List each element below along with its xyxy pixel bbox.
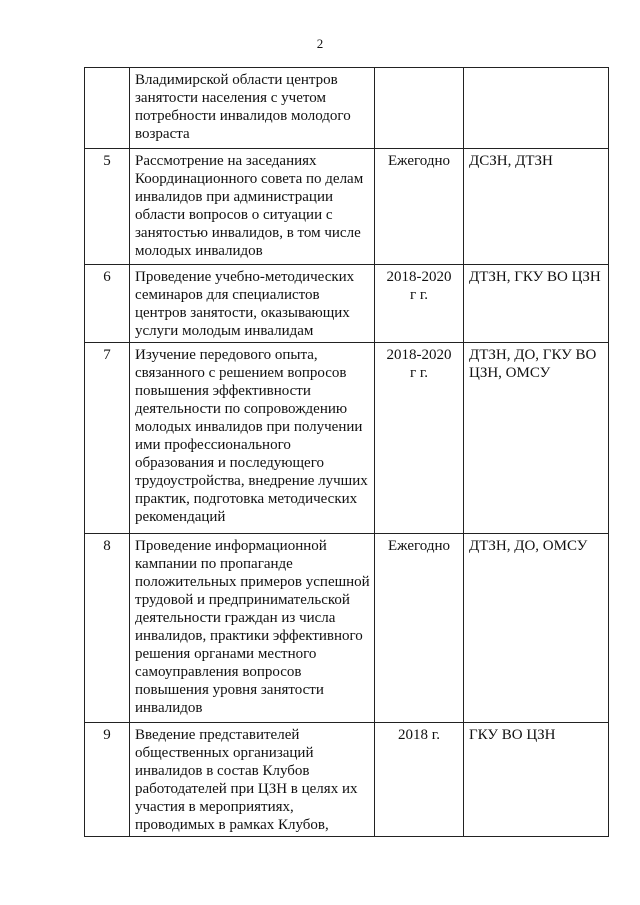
- activity-description-cell-line: Изучение передового опыта,: [135, 347, 318, 363]
- activity-description-cell-line: трудоустройства, внедрение лучших: [135, 473, 368, 489]
- table-row: [85, 343, 609, 534]
- executor-cell: [464, 149, 609, 265]
- deadline-cell-line: г г.: [409, 287, 429, 303]
- executor-cell-line: ЦЗН, ОМСУ: [469, 365, 551, 381]
- activity-description-cell: [130, 265, 375, 343]
- deadline-cell-line: 2018-2020: [386, 269, 452, 285]
- activity-description-cell-line: положительных примеров успешной: [135, 574, 370, 590]
- activity-description-cell-line: услуги молодым инвалидам: [135, 323, 314, 339]
- activity-description-cell: [130, 534, 375, 723]
- activity-description-cell-line: области вопросов о ситуации с: [135, 207, 333, 223]
- deadline-cell-line: г г.: [409, 365, 429, 381]
- deadline-cell-line: Ежегодно: [388, 153, 450, 169]
- executor-cell-line: ГКУ ВО ЦЗН: [469, 727, 556, 743]
- table-row: [85, 149, 609, 265]
- activity-description-cell-line: Проведение учебно-методических: [135, 269, 355, 285]
- activity-description-cell-line: кампании по пропаганде: [135, 556, 293, 572]
- activity-description-cell-line: инвалидов при администрации: [135, 189, 334, 205]
- activity-description-cell-line: Введение представителей: [135, 727, 300, 743]
- activity-description-cell-line: занятости населения с учетом: [135, 90, 326, 106]
- activity-description-cell-line: рекомендаций: [135, 509, 226, 525]
- activity-description-cell-line: молодых инвалидов при получении: [135, 419, 363, 435]
- activity-description-cell: [130, 68, 375, 149]
- activity-description-cell-line: Рассмотрение на заседаниях: [135, 153, 317, 169]
- executor-cell: [464, 534, 609, 723]
- activity-description-cell-line: инвалидов: [135, 700, 203, 716]
- row-number-cell: 6: [85, 265, 130, 343]
- deadline-cell-line: Ежегодно: [388, 538, 450, 554]
- activity-plan-table: [84, 67, 609, 837]
- activity-description-cell-line: связанного с решением вопросов: [135, 365, 347, 381]
- deadline-cell: [375, 534, 464, 723]
- activity-description-cell-line: молодых инвалидов: [135, 243, 263, 259]
- deadline-cell: [375, 343, 464, 534]
- activity-description-cell-line: трудовой и предпринимательской: [135, 592, 350, 608]
- activity-description-cell: [130, 343, 375, 534]
- activity-description-cell-line: самоуправления вопросов: [135, 664, 302, 680]
- row-number-cell: 8: [85, 534, 130, 723]
- activity-description-cell-line: проводимых в рамках Клубов,: [135, 817, 329, 833]
- table-row: [85, 723, 609, 837]
- deadline-cell: [375, 265, 464, 343]
- page-number: 2: [316, 36, 324, 51]
- table-row: [85, 265, 609, 343]
- deadline-cell: [375, 68, 464, 149]
- activity-description-cell-line: возраста: [135, 126, 190, 142]
- executor-cell: [464, 265, 609, 343]
- activity-description-cell-line: семинаров для специалистов: [135, 287, 320, 303]
- activity-description-cell-line: общественных организаций: [135, 745, 314, 761]
- deadline-cell-line: 2018 г.: [398, 727, 440, 743]
- activity-description-cell-line: центров занятости, оказывающих: [135, 305, 350, 321]
- activity-description-cell: [130, 149, 375, 265]
- activity-description-cell-line: Координационного совета по делам: [135, 171, 364, 187]
- table-body: [85, 68, 609, 837]
- executor-cell-line: ДТЗН, ДО, ОМСУ: [469, 538, 588, 554]
- executor-cell-line: ДСЗН, ДТЗН: [469, 153, 553, 169]
- row-number-cell: 9: [85, 723, 130, 837]
- executor-cell-line: ДТЗН, ГКУ ВО ЦЗН: [469, 269, 601, 285]
- activity-description-cell: [130, 723, 375, 837]
- activity-description-cell-line: потребности инвалидов молодого: [135, 108, 351, 124]
- deadline-cell-line: 2018-2020: [386, 347, 452, 363]
- executor-cell: [464, 68, 609, 149]
- activity-description-cell-line: инвалидов, практики эффективного: [135, 628, 363, 644]
- row-number-cell: 5: [85, 149, 130, 265]
- activity-description-cell-line: деятельности по сопровождению: [135, 401, 348, 417]
- table-row: [85, 534, 609, 723]
- activity-description-cell-line: инвалидов в состав Клубов: [135, 763, 310, 779]
- activity-description-cell-line: деятельности граждан из числа: [135, 610, 336, 626]
- row-number-cell: 7: [85, 343, 130, 534]
- activity-description-cell-line: участия в мероприятиях,: [135, 799, 294, 815]
- activity-description-cell-line: решения органами местного: [135, 646, 317, 662]
- activity-description-cell-line: повышения уровня занятости: [135, 682, 324, 698]
- activity-description-cell-line: ими профессионального: [135, 437, 291, 453]
- activity-description-cell-line: Проведение информационной: [135, 538, 327, 554]
- executor-cell: [464, 723, 609, 837]
- row-number-cell: [85, 68, 130, 149]
- executor-cell-line: ДТЗН, ДО, ГКУ ВО: [469, 347, 597, 363]
- executor-cell: [464, 343, 609, 534]
- deadline-cell: [375, 723, 464, 837]
- deadline-cell: [375, 149, 464, 265]
- activity-description-cell-line: повышения эффективности: [135, 383, 311, 399]
- activity-description-cell-line: образования и последующего: [135, 455, 324, 471]
- activity-description-cell-line: занятостью инвалидов, в том числе: [135, 225, 361, 241]
- activity-description-cell-line: практик, подготовка методических: [135, 491, 358, 507]
- table-row: [85, 68, 609, 149]
- activity-description-cell-line: работодателей при ЦЗН в целях их: [135, 781, 358, 797]
- activity-description-cell-line: Владимирской области центров: [135, 72, 338, 88]
